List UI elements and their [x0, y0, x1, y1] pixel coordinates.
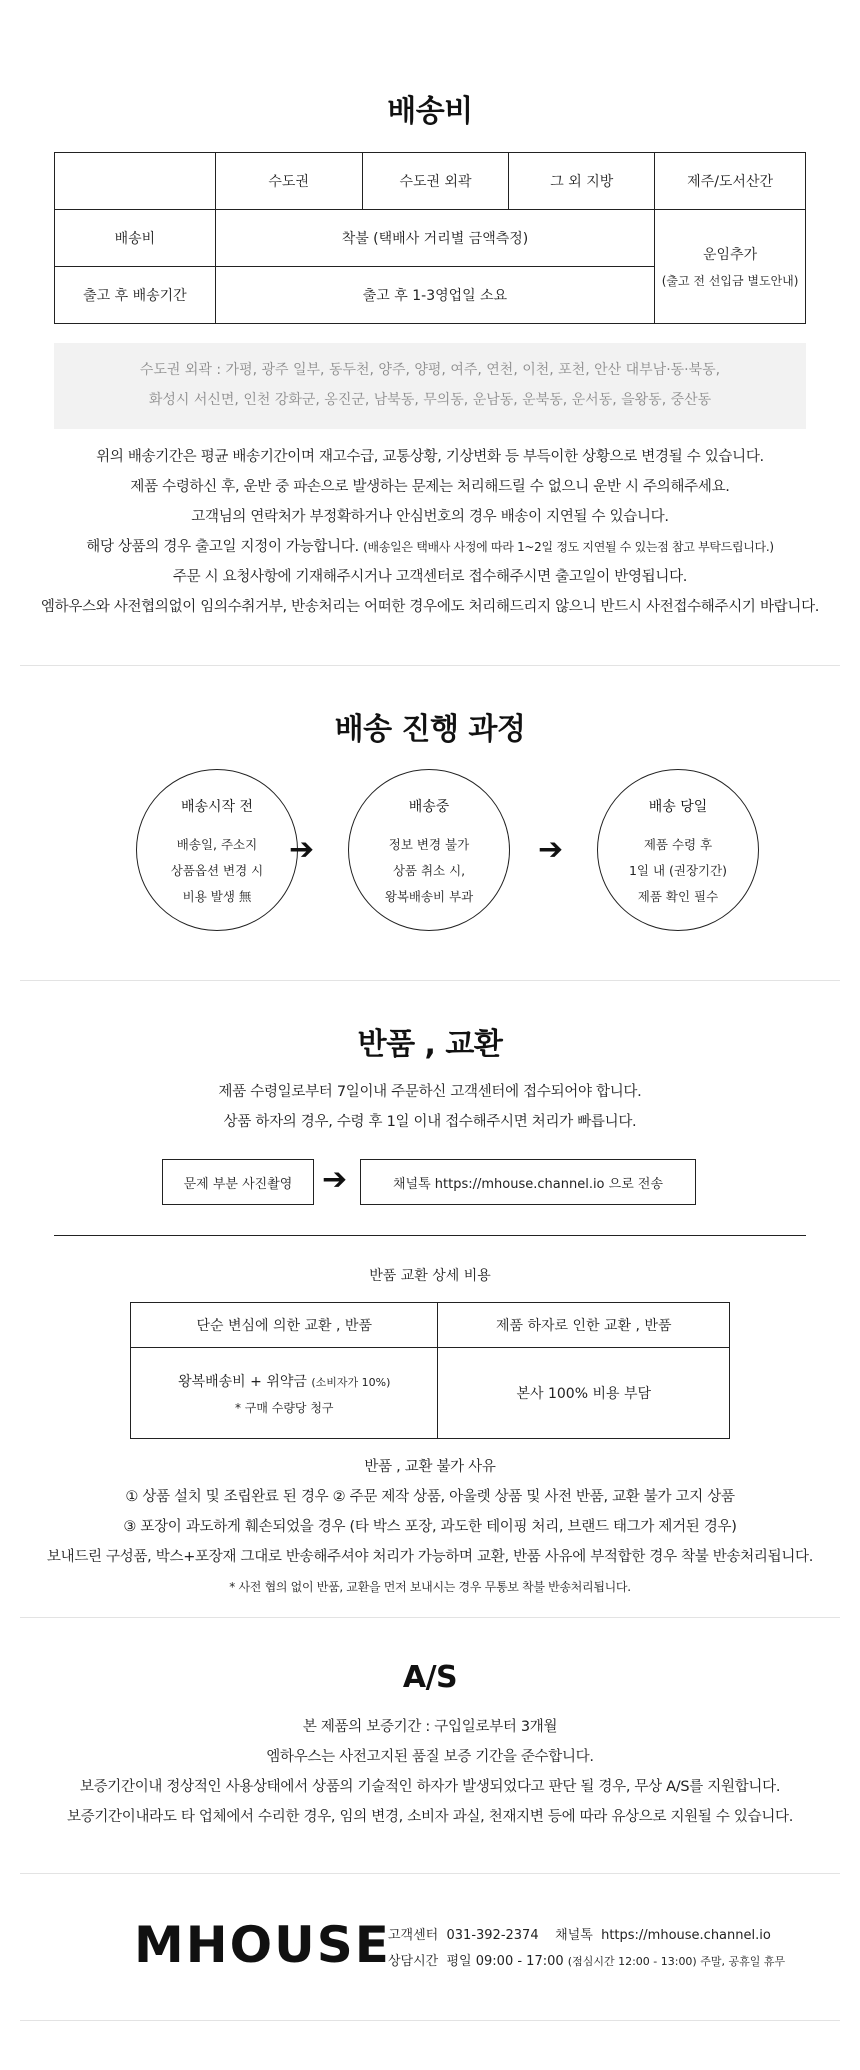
step-channel-box: 채널톡 https://mhouse.channel.io 으로 전송: [360, 1159, 696, 1205]
step-line: 1일 내 (권장기간): [628, 863, 728, 878]
cost-cell-defect: 본사 100% 비용 부담: [438, 1348, 730, 1439]
shipping-note: 엠하우스와 사전협의없이 임의수취거부, 반송처리는 어떠한 경우에도 처리해드리지 않으니 반드시 사전접수해주시기 바랍니다.: [40, 599, 820, 615]
cost-left-main: 왕복배송비 + 위약금: [178, 1373, 307, 1390]
step-photo-box: 문제 부분 사진촬영: [162, 1159, 314, 1205]
as-line: 본 제품의 보증기간 : 구입일로부터 3개월: [302, 1719, 558, 1735]
table-cell-period-value: 출고 후 1-3영업일 소요: [215, 267, 654, 324]
step-line: 제품 수령 후: [643, 837, 713, 852]
outer-area-line: 수도권 외곽 : 가평, 광주 일부, 동두천, 양주, 양평, 여주, 연천, 이천, 포천, 안산 대부남·동·북동,: [139, 362, 721, 378]
shipping-note: 위의 배송기간은 평균 배송기간이며 재고수급, 교통상황, 기상변화 등 부득이한 상황으로 변경될 수 있습니다.: [96, 449, 764, 465]
footer-contact-line: [388, 1924, 771, 1943]
shipping-note-small: (배송일은 택배사 사정에 따라 1~2일 정도 지연될 수 있는점 참고 부탁드립니다.): [363, 540, 774, 554]
returns-intro-line: 상품 하자의 경우, 수령 후 1일 이내 접수해주시면 처리가 빠릅니다.: [223, 1114, 637, 1130]
table-row-label-period: 출고 후 배송기간: [55, 267, 216, 324]
step-body: [137, 832, 297, 910]
shipping-note: 주문 시 요청사항에 기재해주시거나 고객센터로 접수해주시면 출고일이 반영됩니다.: [172, 569, 688, 585]
outer-area-line: 화성시 서신면, 인천 강화군, 옹진군, 남북동, 무의동, 운남동, 운북동, 운서동, 을왕동, 중산동: [148, 392, 712, 408]
cs-label: 고객센터: [388, 1928, 439, 1943]
table-cell-fee-value: 착불 (택배사 거리별 금액측정): [215, 210, 654, 267]
table-header-capital: 수도권: [215, 153, 362, 210]
no-return-reasons: [20, 1452, 840, 1602]
no-return-small: * 사전 협의 없이 반품, 교환을 먼저 보내시는 경우 무통보 착불 반송처리됩니다.: [229, 1580, 631, 1594]
cost-header-change-of-mind: 단순 변심에 의한 교환 , 반품: [131, 1303, 438, 1348]
section-divider: [20, 2020, 840, 2021]
cost-left-sub: * 구매 수량당 청구: [234, 1400, 334, 1415]
step-title: 배송시작 전: [180, 799, 254, 815]
process-step-before: [136, 769, 298, 931]
cost-title: 반품 교환 상세 비용: [369, 1268, 491, 1284]
table-header-jeju-island: 제주/도서산간: [655, 153, 806, 210]
hours-value: 평일 09:00 - 17:00: [446, 1954, 564, 1969]
returns-rule: [54, 1235, 806, 1236]
section-divider: [20, 665, 840, 666]
cs-phone[interactable]: 031-392-2374: [446, 1928, 539, 1943]
table-cell-extra-fee: [655, 210, 806, 324]
step-line: 왕복배송비 부과: [384, 889, 474, 904]
table-header-other-region: 그 외 지방: [509, 153, 655, 210]
step-line: 배송일, 주소지: [176, 837, 258, 852]
step-line: 정보 변경 불가: [388, 837, 470, 852]
section-divider: [20, 1617, 840, 1618]
process-step-shipping: [348, 769, 510, 931]
return-cost-table: [130, 1302, 730, 1439]
as-title: A/S: [402, 1660, 458, 1695]
right-arrow-icon: ➔: [289, 832, 315, 867]
channel-link[interactable]: https://mhouse.channel.io: [601, 1928, 771, 1943]
hours-label: 상담시간: [388, 1954, 439, 1969]
table-corner-cell: [55, 153, 216, 210]
no-return-line: 보내드린 구성품, 박스+포장재 그대로 반송해주셔야 처리가 가능하며 교환, 반품 사유에 부적합한 경우 착불 반송처리됩니다.: [46, 1549, 814, 1565]
mhouse-logo: MHOUSE: [134, 1916, 391, 1974]
step-line: 비용 발생 無: [182, 889, 252, 904]
as-notes: [20, 1712, 840, 1832]
hours-small: (점심시간 12:00 - 13:00) 주말, 공휴일 휴무: [567, 1955, 786, 1968]
right-arrow-icon: ➔: [538, 832, 564, 867]
process-title: 배송 진행 과정: [334, 712, 526, 747]
cost-header-defect: 제품 하자로 인한 교환 , 반품: [438, 1303, 730, 1348]
footer-hours-line: [388, 1950, 785, 1969]
shipping-title: 배송비: [387, 94, 473, 129]
table-row-label-fee: 배송비: [55, 210, 216, 267]
no-return-line: ① 상품 설치 및 조립완료 된 경우 ② 주문 제작 상품, 아울렛 상품 및 사전 반품, 교환 불가 고지 상품: [125, 1489, 735, 1505]
shipping-note-main: 해당 상품의 경우 출고일 지정이 가능합니다.: [86, 539, 359, 555]
step-title: 배송 당일: [648, 799, 708, 815]
process-step-delivery-day: [597, 769, 759, 931]
cost-left-main-line: [131, 1371, 437, 1391]
returns-intro: [20, 1077, 840, 1137]
channel-label: 채널톡: [555, 1928, 593, 1943]
returns-title: 반품 , 교환: [357, 1027, 503, 1062]
step-body: [598, 832, 758, 910]
section-divider: [20, 980, 840, 981]
cost-cell-change-of-mind: [131, 1348, 438, 1439]
shipping-fee-table: [54, 152, 806, 324]
cost-left-small: (소비자가 10%): [311, 1375, 391, 1389]
extra-fee-sub: (출고 전 선입금 별도안내): [661, 274, 799, 288]
as-line: 보증기간이내라도 타 업체에서 수리한 경우, 임의 변경, 소비자 과실, 천재지변 등에 따라 유상으로 지원될 수 있습니다.: [66, 1809, 794, 1825]
step-title: 배송중: [408, 799, 450, 815]
extra-fee-main: 운임추가: [703, 247, 758, 263]
no-return-line: ③ 포장이 과도하게 훼손되었을 경우 (타 박스 포장, 과도한 테이핑 처리, 브랜드 태그가 제거된 경우): [123, 1519, 737, 1535]
shipping-note: 고객님의 연락처가 부정확하거나 안심번호의 경우 배송이 지연될 수 있습니다.: [191, 509, 669, 525]
shipping-notes: [20, 442, 840, 622]
shipping-note: [20, 532, 840, 562]
step-line: 상품 취소 시,: [392, 863, 466, 878]
outer-area-box: [54, 343, 806, 429]
shipping-note: 제품 수령하신 후, 운반 중 파손으로 발생하는 문제는 처리해드릴 수 없으니 운반 시 주의해주세요.: [130, 479, 730, 495]
returns-intro-line: 제품 수령일로부터 7일이내 주문하신 고객센터에 접수되어야 합니다.: [218, 1084, 642, 1100]
step-line: 상품옵션 변경 시: [170, 863, 264, 878]
step-body: [349, 832, 509, 910]
table-header-capital-outer: 수도권 외곽: [362, 153, 509, 210]
step-line: 제품 확인 필수: [637, 889, 719, 904]
no-return-title: 반품 , 교환 불가 사유: [364, 1459, 496, 1475]
as-line: 엠하우스는 사전고지된 품질 보증 기간을 준수합니다.: [266, 1749, 594, 1765]
section-divider: [20, 1873, 840, 1874]
as-line: 보증기간이내 정상적인 사용상태에서 상품의 기술적인 하자가 발생되었다고 판단 될 경우, 무상 A/S를 지원합니다.: [79, 1779, 781, 1795]
right-arrow-icon: ➔: [322, 1162, 348, 1197]
